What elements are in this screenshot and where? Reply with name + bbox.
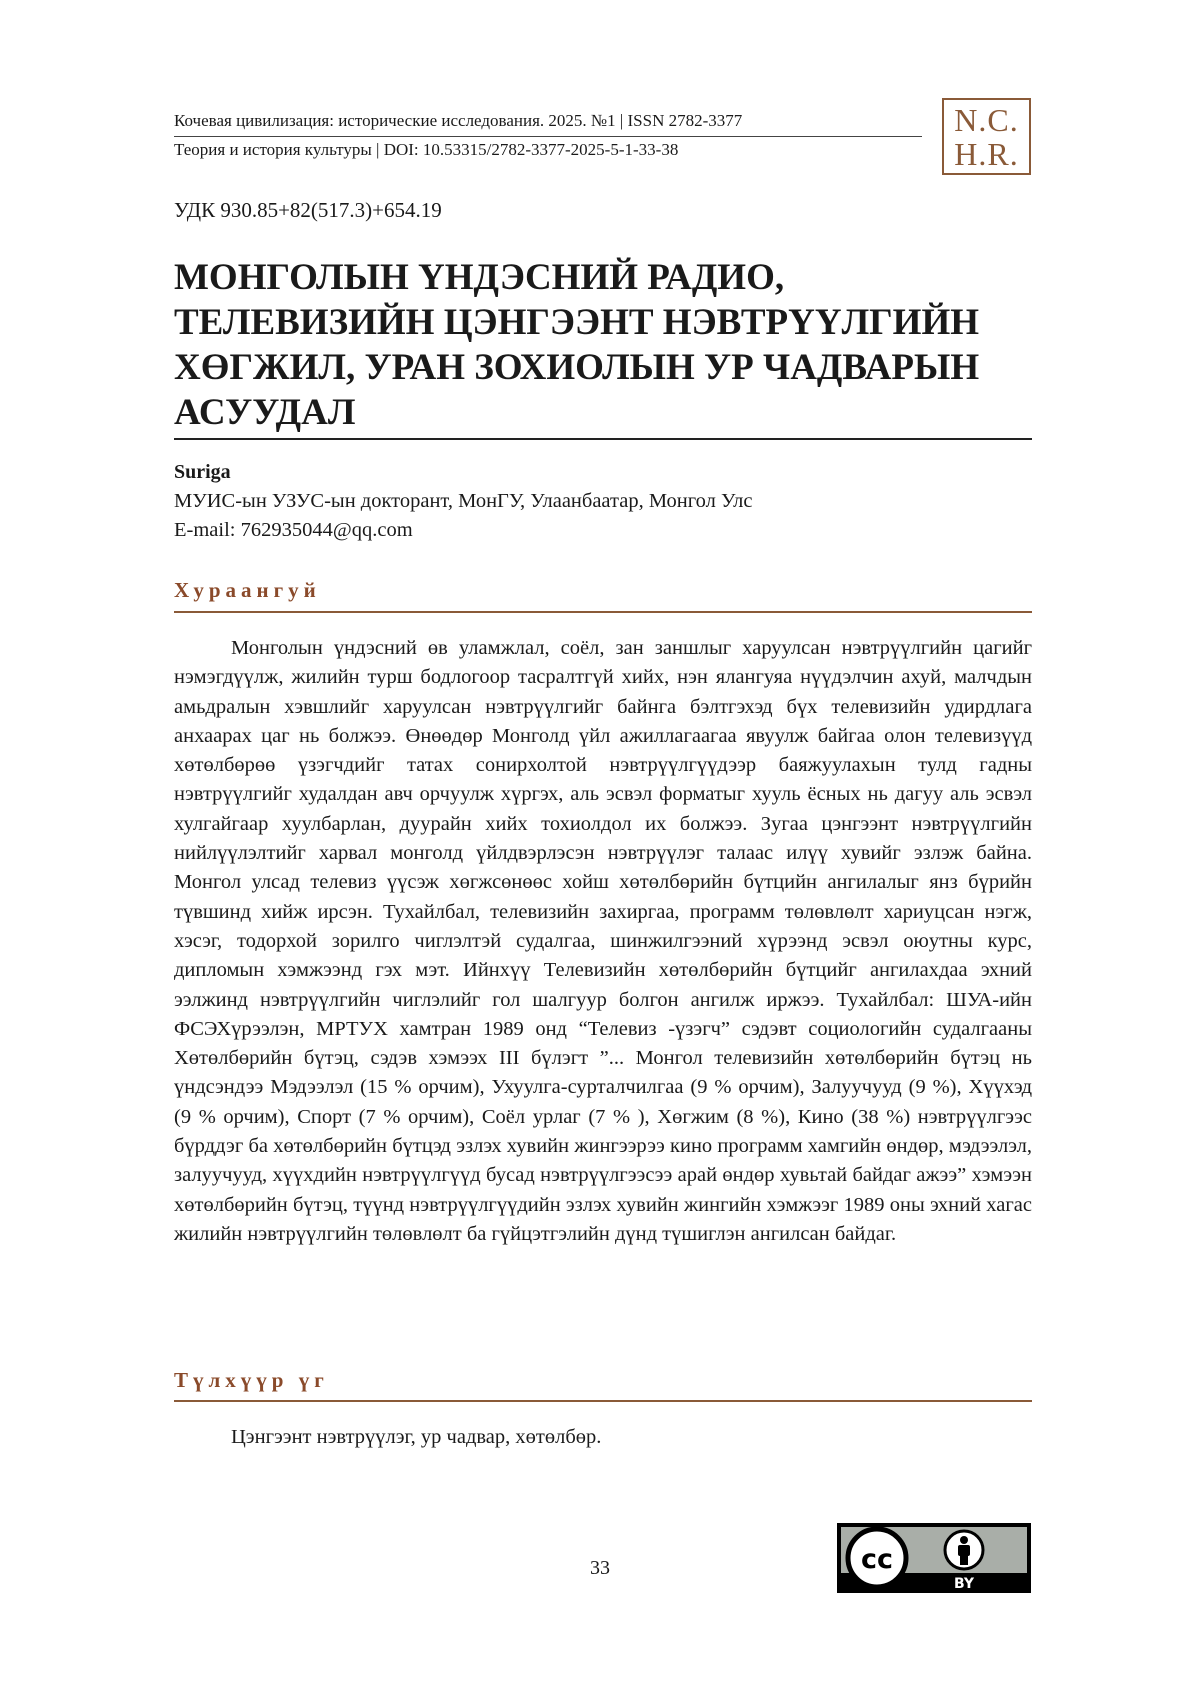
keywords-heading: Түлхүүр үг: [174, 1368, 329, 1392]
keywords-text: Цэнгээнт нэвтрүүлэг, ур чадвар, хөтөлбөр.: [231, 1426, 602, 1448]
abstract-text: Монголын үндэсний өв уламжлал, соёл, зан заншлыг харуулсан нэвтрүүлгийн цагийг нэмэгдүүлж, жилийн турш бодлогоор тасралтгүй хийх, нэн ялангуяа нүүдэлчин ахуй, малчдын амьдралын хэвшлийг харуулсан нэвтрүүлгийг байнга бэлтгэхэд бүх телевизийн удирдлага анхаарах цаг нь болжээ. Өнөөдөр Монголд үйл ажиллагаагаа явуулж байгаа олон телевизүүд хөтөлбөрөө үзэгчдийг татах сонирхолтой нэвтрүүлгүүдээр баяжуулахын тулд гадны нэвтрүүлгийг худалдан авч орчуулж хүргэх, аль эсвэл форматыг хууль ёсных нь дагуу аль эсвэл хулгайгаар хуулбарлан, дуурайн хийх тохиолдол их болжээ. Зугаа цэнгээнт нэвтрүүлгийн нийлүүлэлтийг харвал монголд үйлдвэрлэсэн нэвтрүүлэг талаас илүү хувийг эзлэж байна. Монгол улсад телевиз үүсэж хөгжсөнөөс хойш хөтөлбөрийн бүтцийн ангилалыг янз бүрийн түвшинд хийж ирсэн. Тухайлбал, телевизийн захиргаа, программ төлөвлөлт хариуцсан нэгж, хэсэг, тодорхой зорилго чиглэлтэй судалгаа, шинжилгээний хүрээнд эсвэл оюутны курс, дипломын хэмжээнд гэх мэт. Ийнхүү Телевизийн хөтөлбөрийн бүтцийг ангилахдаа эхний ээлжинд нэвтрүүлгийн чиглэлийг гол шалгуур болгон ангилж иржээ. Тухайлбал: ШУА-ийн ФСЭХүрээлэн, МРТУХ хамтран 1989 онд “Телевиз -үзэгч” сэдэвт социологийн судалгааны Хөтөлбөрийн бүтэц, сэдэв хэмээх III бүлэгт ”... Монгол телевизийн хөтөлбөрийн бүтэц нь үндсэндээ Мэдээлэл (15 % орчим), Ухуулга-сурталчилгаа (9 % орчим), Залуучууд (9 %), Хүүхэд (9 % орчим), Спорт (7 % орчим), Соёл урлаг (7 % ), Хөгжим (8 %), Кино (38 %) нэвтрүүлгээс бүрддэг ба хөтөлбөрийн бүтцэд эзлэх хувийн жингээрээ кино программ хамгийн өндөр, мэдээлэл, залуучууд, хүүхдийн нэвтрүүлгүүд бусад нэвтрүүлгээсээ арай өндөр хувьтай байдаг ажээ” хэмээн хөтөлбөрийн бүтэц, түүнд нэвтрүүлгүүдийн эзлэх хувийн жингийн хэмжээг 1989 оны эхний хагас жилийн нэвтрүүлгийн төлөвлөлт ба гүйцэтгэлийн дүнд түшиглэн ангилсан байдаг.: [174, 637, 1032, 1245]
author-email: E-mail: 762935044@qq.com: [174, 519, 413, 541]
title-divider: [174, 438, 1032, 440]
logo-line-2: H.R.: [954, 136, 1019, 172]
udc-code: УДК 930.85+82(517.3)+654.19: [174, 198, 442, 222]
author-affiliation: МУИС-ын УЗУС-ын докторант, МонГУ, Улаанбаатар, Монгол Улс: [174, 490, 753, 512]
by-label: BY: [953, 1576, 975, 1592]
author-name: Suriga: [174, 461, 231, 483]
journal-logo: [942, 98, 1031, 175]
page-number: 33: [590, 1557, 610, 1579]
svg-text:cc: cc: [860, 1544, 894, 1575]
attribution-person-icon: [945, 1531, 983, 1569]
abstract-heading: Хураангуй: [174, 578, 321, 602]
cc-by-license-badge[interactable]: [837, 1523, 1031, 1593]
article-title: МОНГОЛЫН ҮНДЭСНИЙ РАДИО, ТЕЛЕВИЗИЙН ЦЭНГЭЭНТ НЭВТРҮҮЛГИЙН ХӨГЖИЛ, УРАН ЗОХИОЛЫН УР ЧАДВАРЫН АСУУДАЛ: [174, 257, 980, 433]
abstract-divider: [174, 611, 1032, 613]
logo-line-1: N.C.: [954, 102, 1019, 138]
journal-line: Кочевая цивилизация: исторические исследования. 2025. №1 | ISSN 2782-3377: [174, 111, 743, 130]
doi-line: Теория и история культуры | DOI: 10.53315/2782-3377-2025-5-1-33-38: [174, 140, 679, 159]
header-divider: [174, 136, 922, 137]
keywords-divider: [174, 1400, 1032, 1402]
